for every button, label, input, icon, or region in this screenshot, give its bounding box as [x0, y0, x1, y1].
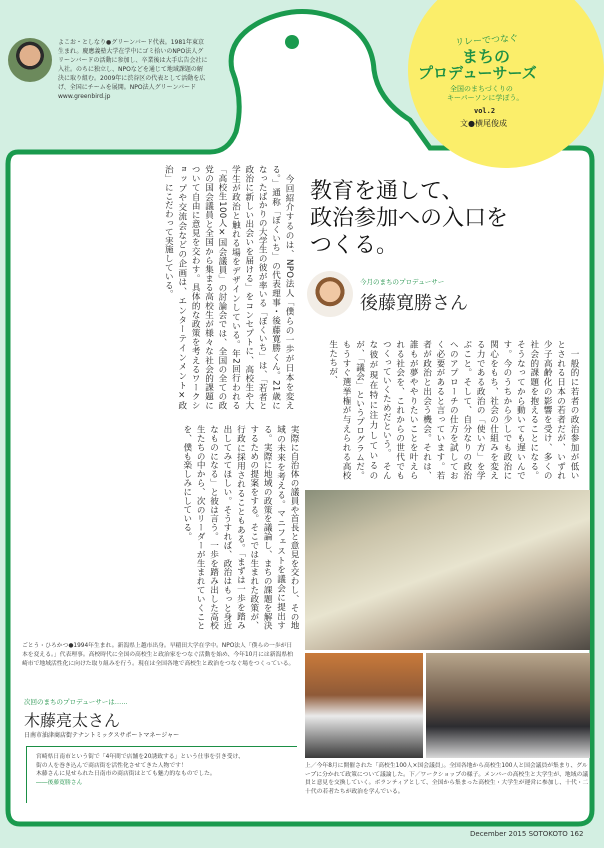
series-title-1: まちの	[462, 47, 511, 66]
columnist-avatar	[8, 38, 52, 82]
series-subtitle-1: 全国のまちづくりの	[450, 85, 513, 93]
quote-line-2: 街の人を巻き込んで商店街を活性化させてきた人物です！	[36, 762, 187, 769]
photo-main-workshop	[305, 490, 590, 650]
folio: December 2015 SOTOKOTO 162	[470, 830, 584, 838]
quote-line-3: 木藤さんに見せられた日南市の商店街はとても魅力的なものでした。	[36, 771, 216, 777]
columnist-bio: よこお・としなり●グリーンバード代表。1981年東京生まれ。慶應義塾大学在学中にゴミ拾いのNPO法人グリーンバードの活動に参加し、卒業後は大手広告会社に入社。のちに独立し、NPOなどを通じて地域課題の解決に取り組む。2009年に渋谷区の代表として活動を広げ、全国にチームを展開。NPO法人グリーンバード www.greenbird.jp	[58, 39, 208, 100]
producer-profile: ごとう・ひろかつ●1994年生まれ。新潟県上越市出身。早稲田大学在学中。NPO法人「僕らの一歩が日本を変える。」代表理事。高校時代に全国の高校生と政治家をつなぐ活動を始め、今年10月には新潟県柏崎市で地域活性化に向けた取り組みを行う。現在は全国各地で高校生と政治をつなぐ場をつくっている。	[22, 643, 295, 667]
body-text-left-upper: 今回紹介するのは、NPO法人「僕らの一歩が日本を変える。」通称「ぼくいち」の代表理事・後藤寛勝くん。21歳になったばかりの大学生の彼が率いる「ぼくいち」は、「若者と政治に新しい出会いを届ける」をコンセプトに、高校生や大学生が政治と触れる場をデザインしている。年2回行われる「高校生100人×国会議員」の討論会では、全国の全ての政党の国会議員と全国から集まる高校生が様々な社会的課題について自由に意見を交わす。具体的な政策を考えるワークショップや交流会などの企画は、エンターテインメント×政治」にこだわって実施している。	[163, 165, 294, 410]
bird-eye-icon	[285, 35, 299, 49]
quote-line-1: 宮崎県日南市という街で「4年間で店舗を20誘致する」という仕事を引き受け、	[36, 754, 244, 760]
producer-avatar	[307, 271, 353, 317]
headline-line-3: つくる。	[310, 233, 399, 258]
series-subtitle-2: キーパーソンに学ぼう。	[447, 94, 524, 102]
body-text-left-lower: 実際に自治体の議員や首長と意見を交わし、その地域の未来を考える。マニフェストを議会に提出する。実際に地域の政策を議論し、まちの課題を解決するための提案をする。そこでは生まれた政策が、行政に採用されることもある。「まずは一歩を踏み出してみてほしい。そうすれば、政治はもっと身近なものになる」と彼は言う。一歩を踏み出した高校生たちの中から、次のリーダーが生まれていくことを、僕も楽しみにしている。	[181, 425, 299, 630]
next-producer-name: 木藤亮太さん	[24, 711, 121, 730]
series-author: 文●横尾俊成	[460, 119, 507, 128]
producer-name: 後藤寛勝さん	[360, 293, 468, 314]
headline-line-2: 政治参加への入口を	[310, 206, 509, 231]
photo-discussion	[426, 653, 590, 758]
photo-students	[305, 653, 423, 758]
photo-caption: 上／今年8月に開催された「高校生100人×国会議員」。全国各地から高校生100人と国会議員が集まり、グループに分かれて政策について議論した。下／ワークショップの様子。メンバーの高校生と大学生が、地域の議員と意見を交換していく。ボランティアとして、全国から集まった高校生・大学生が運営に参加し、十代・二十代の若者たちが政治を学んでいる。	[305, 763, 589, 795]
headline	[310, 178, 508, 259]
series-kicker: リレーでつなぐ	[454, 33, 519, 49]
quote-text	[36, 753, 296, 787]
producer-label: 今月のまちのプロデューサー	[360, 278, 445, 286]
headline-line-1: 教育を通して、	[310, 179, 464, 204]
series-volume: vol.2	[474, 107, 496, 115]
body-text-right: 一般的に若者の政治参加が低いとされる日本の若者だが、いずれ少子高齢化の影響を受け、多くの社会的課題を抱えることになる。そうなってから動いても遅いんです。今のうちから少しでも政治に関心をもち、社会の仕組みを変える力である政治の「使い方」を学ぶこと。そして、自分なりの政治へのアプローチの仕方を試しておく必要があると言っています。若者が政治と出会う機会。それは、誰もが夢ややりたいことを叶えられる社会を、これからの世代でもつくっていくためだという。 そんな彼が現在特に注力しているのが、「議会」というプログラムだ。もうすぐ選挙権が与えられる高校生たちが、	[327, 340, 579, 480]
next-producer-label: 次回のまちのプロデューサーは……	[24, 698, 128, 706]
series-title-2: プロデューサーズ	[418, 64, 537, 82]
quote-signature: ――後藤寛勝さん	[36, 779, 83, 786]
next-producer-title: 日南市油津商店街テナントミックスサポートマネージャー	[24, 732, 180, 739]
